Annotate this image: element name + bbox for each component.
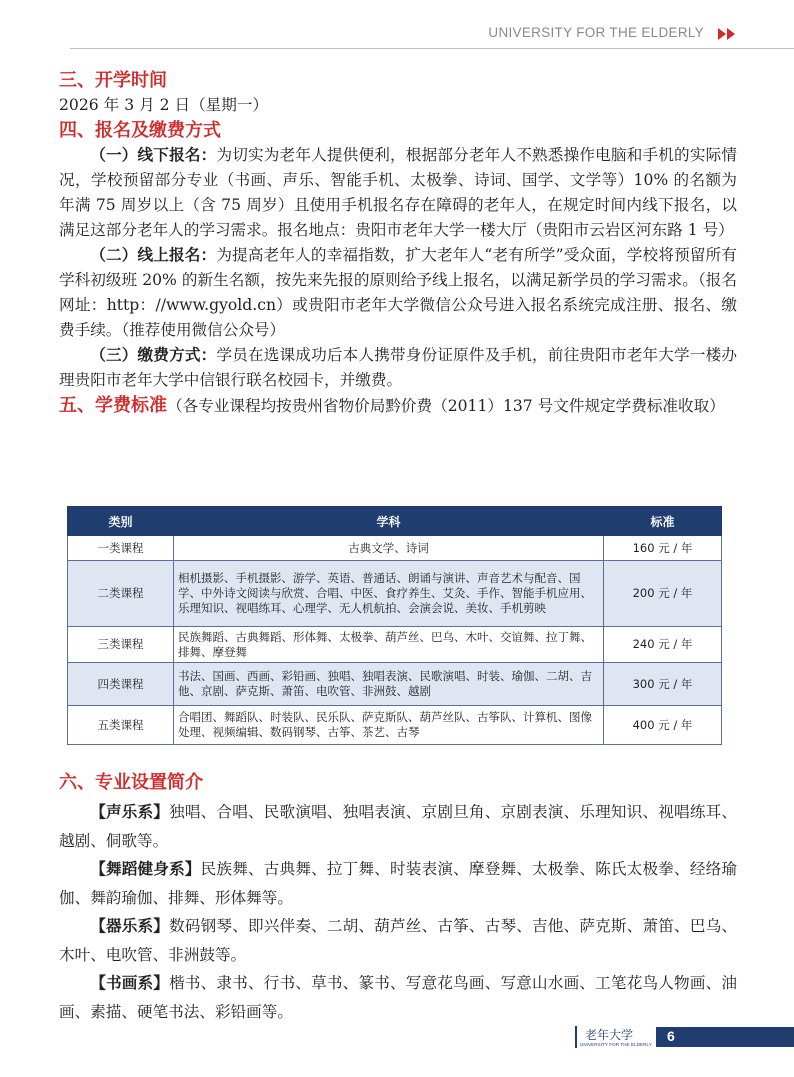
online-registration-text: 为提高老年人的幸福指数，扩大老年人“老有所学”受众面，学校将预留所有学科初级班 20% 的新生名额，按先来先报的原则给予线上报名，以满足新学员的学习需求。（报名网址：http：//www.gyold.cn）或贵阳市老年大学微信公众号进入报名系统完成注册、报名、缴费手续。（推荐使用微信公众号）	[59, 246, 737, 339]
dept-courses: 楷书、隶书、行书、草书、篆书、写意花鸟画、写意山水画、工笔花鸟人物画、油画、素描、硬笔书法、彩铅画等。	[59, 974, 737, 1021]
col-header-standard: 标准	[604, 507, 722, 536]
row-category: 一类课程	[68, 536, 174, 561]
footer-divider	[575, 1026, 577, 1048]
online-registration-lead: （二）线上报名：	[90, 246, 217, 264]
offline-registration-paragraph	[59, 143, 737, 243]
table-row	[68, 706, 722, 745]
fee-table	[67, 506, 722, 745]
footer-brand-subtitle: UNIVERSITY FOR THE ELDERLY	[580, 1042, 652, 1047]
online-registration-paragraph	[59, 243, 737, 343]
dept-painting-paragraph	[59, 969, 737, 1026]
row-category: 二类课程	[68, 561, 174, 627]
header-rule	[70, 48, 794, 49]
row-standard: 400 元 / 年	[604, 706, 722, 745]
page-header	[0, 0, 794, 72]
row-standard: 160 元 / 年	[604, 536, 722, 561]
row-subjects: 合唱团、舞蹈队、时装队、民乐队、萨克斯队、葫芦丝队、古筝队、计算机、图像处理、视频编辑、数码钢琴、古筝、茶艺、古琴	[174, 706, 604, 745]
dept-instrument-paragraph	[59, 912, 737, 969]
table-row	[68, 536, 722, 561]
row-subjects: 古典文学、诗词	[174, 536, 604, 561]
page-footer	[0, 1024, 794, 1054]
header-title: UNIVERSITY FOR THE ELDERLY	[488, 25, 704, 40]
table-row	[68, 627, 722, 663]
section-6-heading: 六、专业设置简介	[59, 772, 203, 793]
dept-courses: 独唱、合唱、民歌演唱、独唱表演、京剧旦角、京剧表演、乐理知识、视唱练耳、越剧、侗歌等。	[59, 803, 737, 850]
row-category: 五类课程	[68, 706, 174, 745]
section-4-heading: 四、报名及缴费方式	[59, 120, 221, 141]
row-standard: 200 元 / 年	[604, 561, 722, 627]
table-row	[68, 663, 722, 706]
double-arrow-icon	[718, 27, 738, 41]
col-header-category: 类别	[68, 507, 174, 536]
main-content	[59, 66, 737, 419]
fee-table-header-row	[68, 507, 722, 536]
section-5-note: （各专业课程均按贵州省物价局黔价费（2011）137 号文件规定学费标准收取）	[167, 397, 725, 415]
table-row	[68, 561, 722, 627]
dept-name: 【舞蹈健身系】	[90, 860, 201, 878]
payment-method-paragraph	[59, 343, 737, 393]
section-5-heading: 五、学费标准	[59, 395, 167, 416]
col-header-subjects: 学科	[174, 507, 604, 536]
row-subjects: 相机摄影、手机摄影、游学、英语、普通话、朗诵与演讲、声音艺术与配音、国学、中外诗文阅读与欣赏、合唱、中医、食疗养生、艾灸、手作、智能手机应用、乐理知识、视唱练耳、心理学、无人机航拍、会演会说、美妆、手机剪映	[174, 561, 604, 627]
dept-vocal-paragraph	[59, 798, 737, 855]
payment-method-lead: （三）缴费方式：	[90, 346, 217, 364]
payment-method-text: 学员在选课成功后本人携带身份证原件及手机，前往贵阳市老年大学一楼办理贵阳市老年大学中信银行联名校园卡，并缴费。	[59, 346, 737, 389]
row-category: 三类课程	[68, 627, 174, 663]
dept-courses: 数码钢琴、即兴伴奏、二胡、葫芦丝、古筝、古琴、吉他、萨克斯、萧笛、巴乌、木叶、电吹管、非洲鼓等。	[59, 917, 737, 964]
row-standard: 300 元 / 年	[604, 663, 722, 706]
page-number: 6	[667, 1028, 675, 1044]
start-date: 2026 年 3 月 2 日（星期一）	[59, 96, 269, 114]
dept-courses: 民族舞、古典舞、拉丁舞、时装表演、摩登舞、太极拳、陈氏太极拳、经络瑜伽、舞韵瑜伽、排舞、形体舞等。	[59, 860, 737, 907]
page-number-box	[656, 1027, 794, 1047]
footer-brand: 老年大学	[585, 1028, 634, 1042]
row-standard: 240 元 / 年	[604, 627, 722, 663]
dept-name: 【器乐系】	[90, 917, 170, 935]
section-5-row	[59, 393, 737, 419]
section-3-heading: 三、开学时间	[59, 70, 167, 91]
row-subjects: 书法、国画、西画、彩铅画、独唱、独唱表演、民歌演唱、时装、瑜伽、二胡、吉他、京剧、萨克斯、萧笛、电吹管、非洲鼓、越剧	[174, 663, 604, 706]
dept-name: 【声乐系】	[90, 803, 170, 821]
row-category: 四类课程	[68, 663, 174, 706]
dept-name: 【书画系】	[90, 974, 170, 992]
offline-registration-lead: （一）线下报名：	[90, 146, 217, 164]
row-subjects: 民族舞蹈、古典舞蹈、形体舞、太极拳、葫芦丝、巴乌、木叶、交谊舞、拉丁舞、排舞、摩登舞	[174, 627, 604, 663]
offline-registration-text: 为切实为老年人提供便利，根据部分老年人不熟悉操作电脑和手机的实际情况，学校预留部分专业（书画、声乐、智能手机、太极拳、诗词、国学、文学等）10% 的名额为年满 75 周岁以上（含 75 周岁）且使用手机报名存在障碍的老年人，在规定时间内线下报名，以满足这部分老年人的学习需求。报名地点：贵阳市老年大学一楼大厅（贵阳市云岩区河东路 1 号）	[59, 146, 737, 239]
dept-dance-paragraph	[59, 855, 737, 912]
section-6	[59, 768, 737, 1026]
